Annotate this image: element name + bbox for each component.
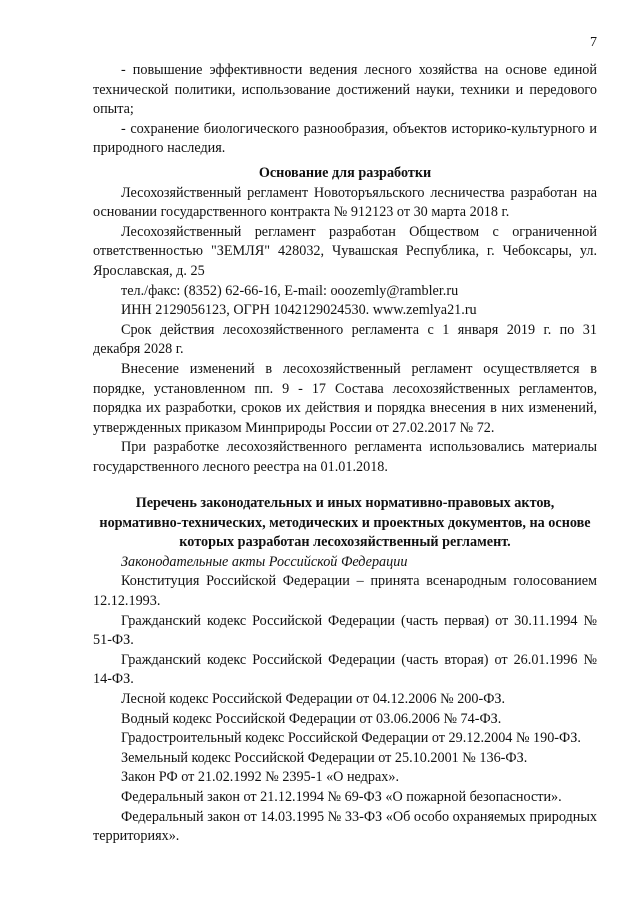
section-basis-paragraph: Лесохозяйственный регламент Новоторъяльского лесничества разработан на основании государственного контракта № 912123 от 30 марта 2018 г. — [93, 184, 597, 221]
legal-act-item: Федеральный закон от 21.12.1994 № 69-ФЗ «О пожарной безопасности». — [121, 788, 562, 805]
intro-list — [93, 61, 597, 159]
legal-act-item: Федеральный закон от 14.03.1995 № 33-ФЗ «Об особо охраняемых природных территориях». — [93, 808, 597, 845]
section-legal-acts-subtitle: Законодательные акты Российской Федерации — [121, 553, 408, 570]
section-basis — [93, 164, 597, 478]
legal-act-item: Лесной кодекс Российской Федерации от 04.12.2006 № 200-ФЗ. — [121, 690, 506, 707]
section-basis-paragraph: Срок действия лесохозяйственного регламента с 1 января 2019 г. по 31 декабря 2028 г. — [93, 321, 597, 358]
legal-act-item: Водный кодекс Российской Федерации от 03.06.2006 № 74-ФЗ. — [121, 710, 502, 727]
section-basis-paragraph: Внесение изменений в лесохозяйственный регламент осуществляется в порядке, установленном пп. 9 - 17 Состава лесохозяйственных регламентов, порядка их разработки, сроков их действия и порядка внесения в них изменений, утвержденных приказом Минприроды России от 27.02.2017 № 72. — [93, 360, 597, 436]
section-legal-acts — [93, 494, 597, 847]
intro-item: - повышение эффективности ведения лесного хозяйства на основе единой технической политики, использование достижений науки, техники и передового опыта; — [93, 62, 597, 118]
legal-act-item: Земельный кодекс Российской Федерации от 25.10.2001 № 136-ФЗ. — [121, 749, 528, 766]
section-basis-paragraph: Лесохозяйственный регламент разработан Обществом с ограниченной ответственностью "ЗЕМЛЯ" 428032, Чувашская Республика, г. Чебоксары, ул. Ярославская, д. 25 — [93, 223, 597, 279]
section-basis-paragraph: При разработке лесохозяйственного регламента использовались материалы государственного лесного реестра на 01.01.2018. — [93, 439, 597, 475]
legal-act-item: Гражданский кодекс Российской Федерации (часть вторая) от 26.01.1996 № 14-ФЗ. — [93, 651, 597, 688]
page-number: 7 — [590, 35, 597, 50]
section-legal-acts-title: Перечень законодательных и иных нормативно-правовых актов, нормативно-технических, методических и проектных документов, на основе которых разработан лесохозяйственный регламент. — [99, 495, 591, 551]
contact-phone-email: тел./факс: (8352) 62-66-16, E-mail: ooozemly@rambler.ru — [121, 282, 459, 299]
legal-act-item: Закон РФ от 21.02.1992 № 2395-1 «О недрах». — [121, 769, 400, 786]
legal-act-item: Гражданский кодекс Российской Федерации (часть первая) от 30.11.1994 № 51-ФЗ. — [93, 612, 597, 649]
intro-item: - сохранение биологического разнообразия, объектов историко-культурного и природного наследия. — [93, 120, 597, 157]
section-basis-title: Основание для разработки — [258, 165, 432, 181]
legal-act-item: Конституция Российской Федерации – принята всенародным голосованием 12.12.1993. — [93, 573, 597, 609]
contact-inn-ogrn: ИНН 2129056123, ОГРН 1042129024530. www.zemlya21.ru — [121, 302, 477, 319]
legal-act-item: Градостроительный кодекс Российской Федерации от 29.12.2004 № 190-ФЗ. — [121, 730, 581, 747]
